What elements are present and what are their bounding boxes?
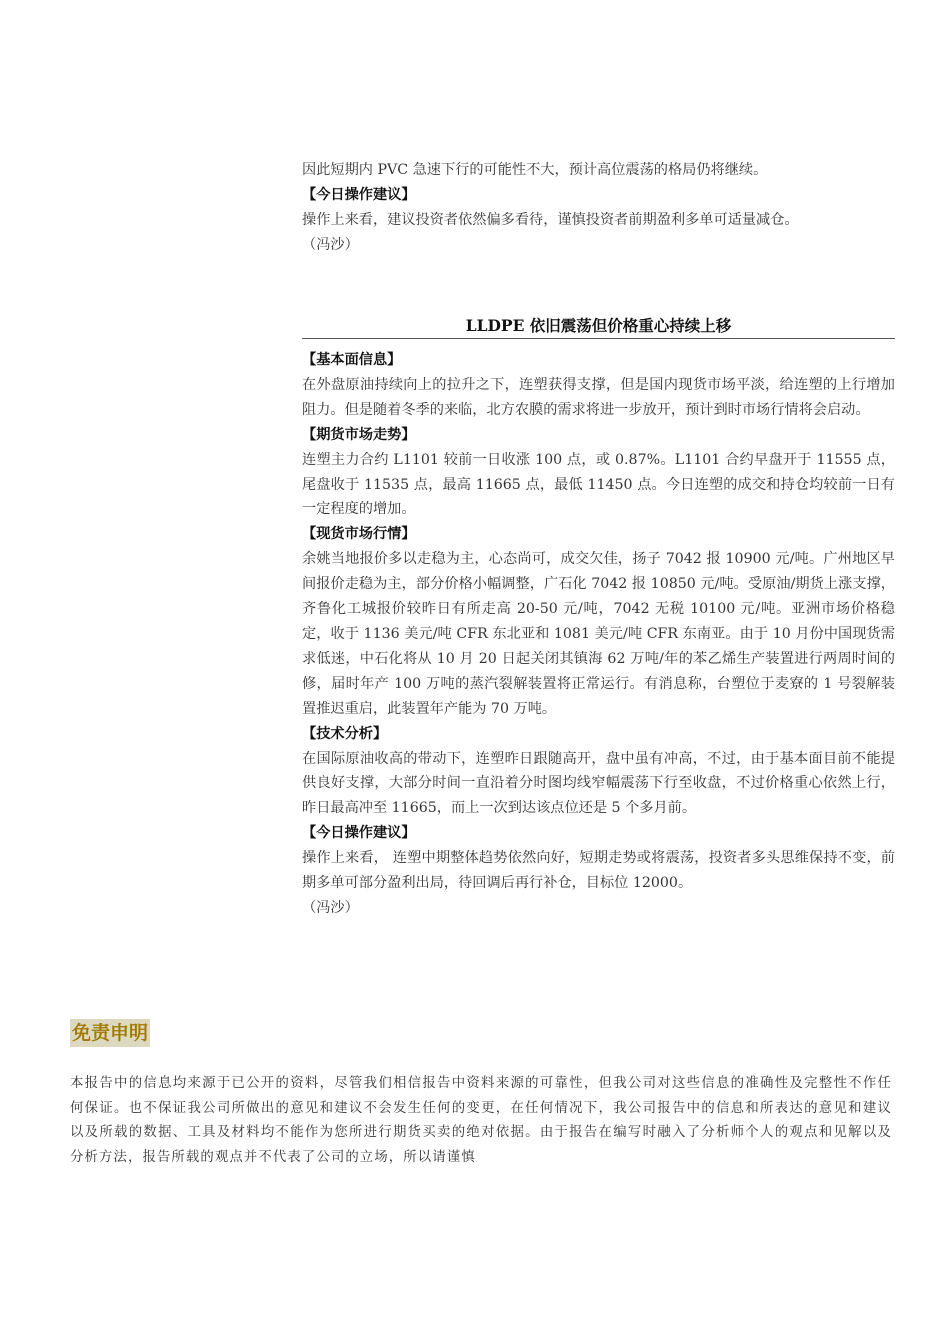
pvc-tail-section — [302, 158, 895, 258]
lldpe-author: （冯沙） — [302, 899, 359, 916]
futures-market-heading: 【期货市场走势】 — [302, 426, 416, 443]
today-advice-heading: 【今日操作建议】 — [302, 825, 416, 842]
disclaimer-text: 本报告中的信息均来源于已公开的资料，尽管我们相信报告中资料来源的可靠性，但我公司对这些信息的准确性及完整性不作任何保证。也不保证我公司所做出的意见和建议不会发生任何的变更，在任何情况下，我公司报告中的信息和所表达的意见和建议以及所载的数据、工具及材料均不能作为您所进行期货买卖的绝对依据。由于报告在编写时融入了分析师个人的观点和见解以及分析方法，报告所载的观点并不代表了公司的立场，所以请谨慎 — [70, 1076, 892, 1166]
today-advice-text: 操作上来看， 连塑中期整体趋势依然向好，短期走势或将震荡，投资者多头思维保持不变，前期多单可部分盈利出局，待回调后再行补仓，目标位 12000。 — [302, 850, 895, 892]
pvc-advice-text: 操作上来看，建议投资者依然偏多看待，谨慎投资者前期盈利多单可适量减仓。 — [302, 211, 799, 228]
pvc-advice-heading: 【今日操作建议】 — [302, 186, 416, 203]
lldpe-article-title: LLDPE 依旧震荡但价格重心持续上移 — [302, 314, 895, 339]
pvc-conclusion-text: 因此短期内 PVC 急速下行的可能性不大，预计高位震荡的格局仍将继续。 — [302, 162, 768, 178]
technical-analysis-text: 在国际原油收高的带动下，连塑昨日跟随高开，盘中虽有冲高，不过，由于基本面目前不能提供良好支撑，大部分时间一直沿着分时图均线窄幅震荡下行至收盘，不过价格重心依然上行，昨日最高冲至 11665，而上一次到达该点位还是 5 个多月前。 — [302, 750, 895, 817]
disclaimer-title: 免责申明 — [70, 1019, 150, 1047]
pvc-author: （冯沙） — [302, 236, 359, 253]
fundamentals-heading: 【基本面信息】 — [302, 352, 402, 368]
fundamentals-text: 在外盘原油持续向上的拉升之下，连塑获得支撑，但是国内现货市场平淡，给连塑的上行增加阻力。但是随着冬季的来临，北方农膜的需求将进一步放开，预计到时市场行情将会启动。 — [302, 376, 895, 418]
futures-market-text: 连塑主力合约 L1101 较前一日收涨 100 点，或 0.87%。L1101 合约早盘开于 11555 点，尾盘收于 11535 点，最高 11665 点，最低 11450 点。今日连塑的成交和持仓均较前一日有一定程度的增加。 — [302, 451, 895, 518]
spot-market-heading: 【现货市场行情】 — [302, 526, 416, 543]
technical-analysis-heading: 【技术分析】 — [302, 725, 388, 742]
lldpe-article-body — [302, 348, 895, 921]
spot-market-text: 余姚当地报价多以走稳为主，心态尚可，成交欠佳，扬子 7042 报 10900 元/吨。广州地区早间报价走稳为主，部分价格小幅调整，广石化 7042 报 10850 元/吨。受原油/期货上涨支撑，齐鲁化工城报价较昨日有所走高 20-50 元/吨，7042 无税 10100 元/吨。亚洲市场价格稳定，收于 1136 美元/吨 CFR 东北亚和 1081 美元/吨 CFR 东南亚。由于 10 月份中国现货需求低迷，中石化将从 10 月 20 日起关闭其镇海 62 万吨/年的苯乙烯生产装置进行两周时间的修，届时年产 100 万吨的蒸汽裂解装置将正常运行。有消息称，台塑位于麦寮的 1 号裂解装置推迟重启，此装置年产能为 70 万吨。 — [302, 551, 895, 717]
